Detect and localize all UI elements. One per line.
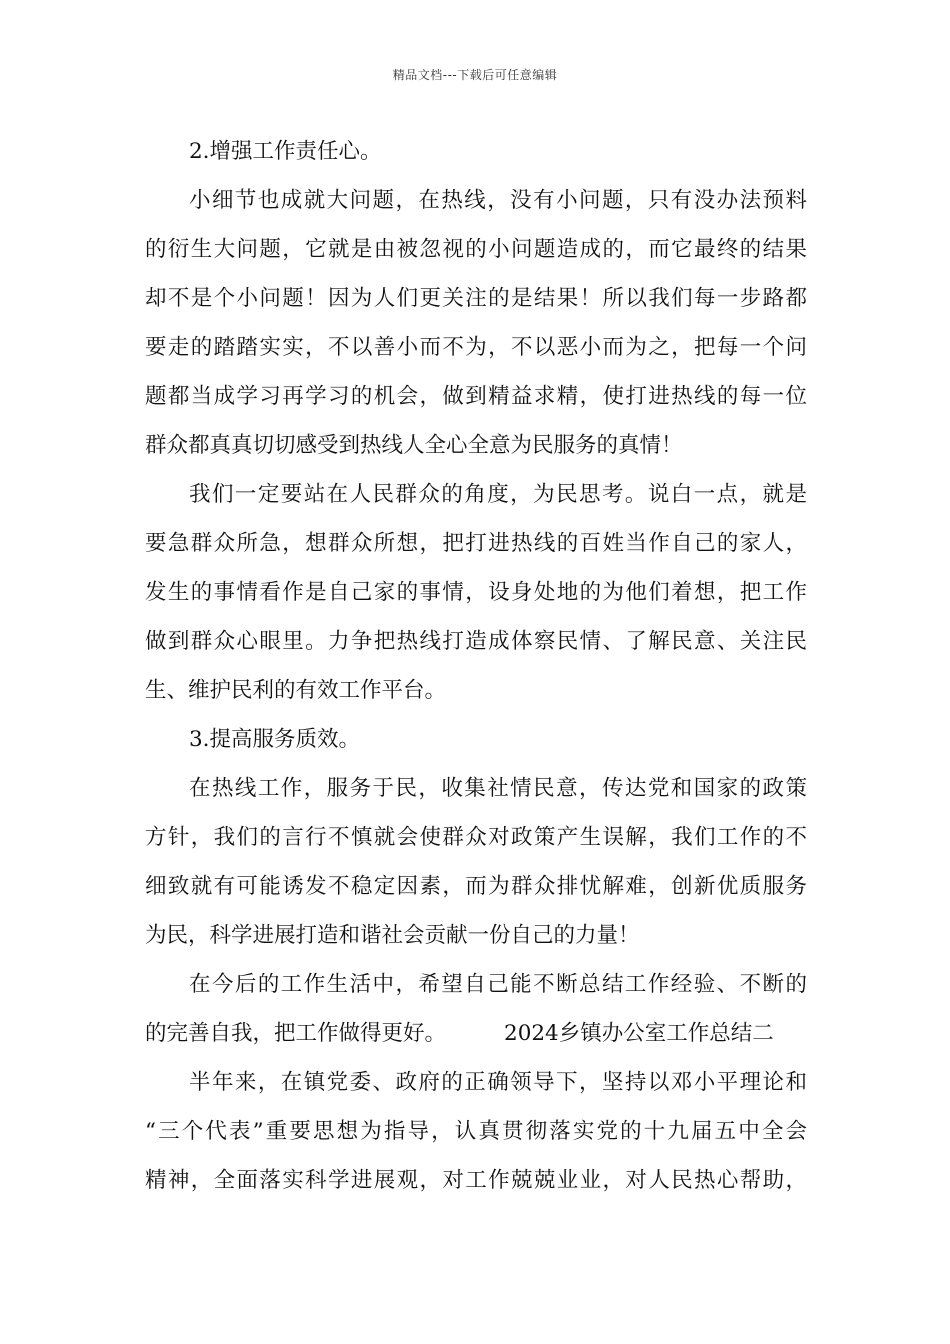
paragraph-line: “三个代表”重要思想为指导，认真贯彻落实党的十九届五中全会 xyxy=(145,1119,807,1144)
paragraph-line-with-title xyxy=(145,1019,807,1049)
paragraph-line: 精神，全面落实科学进展观，对工作兢兢业业，对人民热心帮助， xyxy=(145,1168,807,1193)
paragraph-line: 的衍生大问题，它就是由被忽视的小问题造成的，而它最终的结果 xyxy=(145,237,807,262)
paragraph-line: 群众都真真切切感受到热线人全心全意为民服务的真情！ xyxy=(145,433,683,458)
paragraph-line: 小细节也成就大问题，在热线，没有小问题，只有没办法预料 xyxy=(189,188,807,213)
section-heading-2: 2.增强工作责任心。 xyxy=(189,139,382,164)
paragraph-line: 生、维护民利的有效工作平台。 xyxy=(145,678,447,703)
paragraph-line: 为民，科学进展打造和谐社会贡献一份自己的力量！ xyxy=(145,923,640,948)
paragraph-line: 我们一定要站在人民群众的角度，为民思考。说白一点，就是 xyxy=(189,482,807,507)
paragraph-line: 在今后的工作生活中，希望自己能不断总结工作经验、不断的 xyxy=(189,972,807,997)
paragraph-line: 在热线工作，服务于民，收集社情民意，传达党和国家的政策 xyxy=(189,776,807,801)
page-header: 精品文档---下载后可任意编辑 xyxy=(392,68,558,82)
paragraph-line: 的完善自我，把工作做得更好。 xyxy=(145,1021,447,1046)
paragraph-line: 做到群众心眼里。力争把热线打造成体察民情、了解民意、关注民 xyxy=(145,629,807,654)
paragraph-line: 细致就有可能诱发不稳定因素，而为群众排忧解难，创新优质服务 xyxy=(145,874,807,899)
paragraph-line: 却不是个小问题！因为人们更关注的是结果！所以我们每一步路都 xyxy=(145,286,807,311)
paragraph-line: 题都当成学习再学习的机会，做到精益求精，使打进热线的每一位 xyxy=(145,384,807,409)
paragraph-line: 发生的事情看作是自己家的事情，设身处地的为他们着想，把工作 xyxy=(145,580,807,605)
paragraph-line: 要急群众所急，想群众所想，把打进热线的百姓当作自己的家人， xyxy=(145,531,807,556)
paragraph-line: 方针，我们的言行不慎就会使群众对政策产生误解，我们工作的不 xyxy=(145,825,807,850)
document-title: 2024乡镇办公室工作总结二 xyxy=(504,1021,774,1046)
paragraph-line: 半年来，在镇党委、政府的正确领导下，坚持以邓小平理论和 xyxy=(189,1070,807,1095)
section-heading-3: 3.提高服务质效。 xyxy=(189,727,361,752)
paragraph-line: 要走的踏踏实实，不以善小而不为，不以恶小而为之，把每一个问 xyxy=(145,335,807,360)
